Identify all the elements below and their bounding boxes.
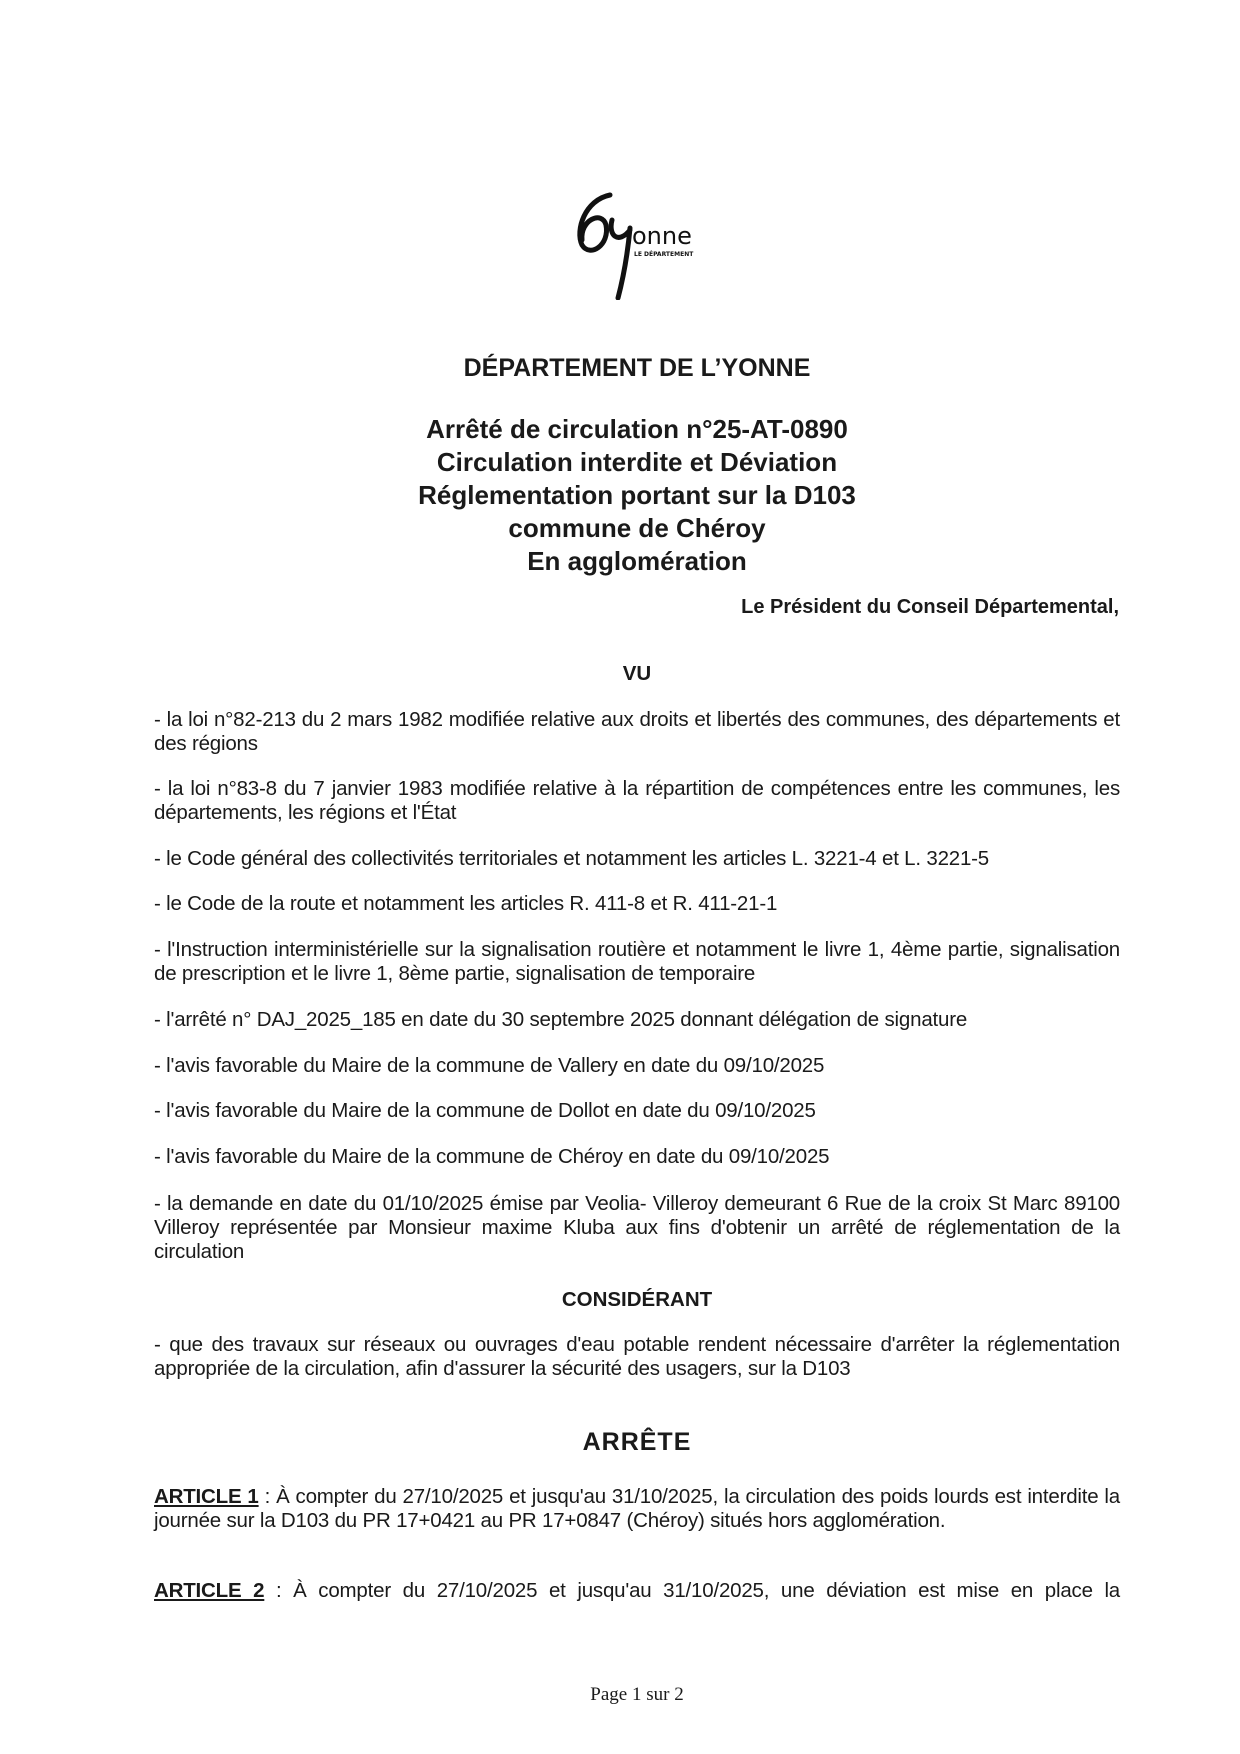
svg-text:onne: onne [632, 222, 692, 250]
article-1 [154, 1485, 1120, 1533]
decree-title [0, 413, 1240, 578]
considerant-heading: CONSIDÉRANT [561, 1288, 713, 1311]
title-line: Réglementation portant sur la D103 [418, 480, 856, 510]
title-line: Circulation interdite et Déviation [436, 447, 838, 477]
vu-heading: VU [622, 662, 652, 685]
title-line: En agglomération [527, 546, 747, 576]
article-label: ARTICLE 1 [154, 1485, 259, 1508]
vu-item: - le Code général des collectivités territoriales et notamment les articles L. 3221-4 et L. 3221-5 [154, 847, 990, 870]
vu-item: - l'arrêté n° DAJ_2025_185 en date du 30 septembre 2025 donnant délégation de signature [154, 1008, 968, 1031]
vu-item: - la loi n°82-213 du 2 mars 1982 modifiée relative aux droits et libertés des communes, des départements et des régions [154, 708, 1120, 755]
vu-item: - l'Instruction interministérielle sur la signalisation routière et notamment le livre 1, 4ème partie, signalisation de prescription et le livre 1, 8ème partie, signalisation de temporaire [154, 938, 1120, 985]
article-text: : À compter du 27/10/2025 et jusqu'au 31/10/2025, une déviation est mise en place la [264, 1579, 1121, 1602]
vu-item: - la loi n°83-8 du 7 janvier 1983 modifiée relative à la répartition de compétences entre les communes, les départements, les régions et l'État [154, 777, 1120, 824]
title-line: commune de Chéroy [508, 513, 766, 543]
department-heading: DÉPARTEMENT DE L’YONNE [463, 354, 811, 382]
vu-item: - l'avis favorable du Maire de la commune de Chéroy en date du 09/10/2025 [154, 1145, 830, 1168]
article-2 [154, 1579, 1120, 1603]
arrete-heading: ARRÊTE [582, 1428, 692, 1456]
considerant-item: - que des travaux sur réseaux ou ouvrages d'eau potable rendent nécessaire d'arrêter la réglementation appropriée de la circulation, afin d'assurer la sécurité des usagers, sur la D103 [154, 1333, 1120, 1380]
vu-item: - l'avis favorable du Maire de la commune de Vallery en date du 09/10/2025 [154, 1054, 825, 1077]
title-line: Arrêté de circulation n°25-AT-0890 [426, 414, 848, 444]
vu-item: - la demande en date du 01/10/2025 émise par Veolia- Villeroy demeurant 6 Rue de la croix St Marc 89100 Villeroy représentée par Monsieur maxime Kluba aux fins d'obtenir un arrêté de réglementation de la circulation [154, 1192, 1120, 1263]
svg-text:LE DÉPARTEMENT: LE DÉPARTEMENT [634, 251, 694, 258]
president-line: Le Président du Conseil Départemental, [741, 596, 1119, 618]
yonne-logo [570, 190, 710, 300]
vu-item: - l'avis favorable du Maire de la commune de Dollot en date du 09/10/2025 [154, 1099, 816, 1122]
article-label: ARTICLE 2 [154, 1579, 265, 1602]
vu-item: - le Code de la route et notamment les articles R. 411-8 et R. 411-21-1 [154, 892, 778, 915]
page-number: Page 1 sur 2 [590, 1684, 684, 1705]
article-text: : À compter du 27/10/2025 et jusqu'au 31/10/2025, la circulation des poids lourds est interdite la journée sur la D103 du PR 17+0421 au PR 17+0847 (Chéroy) situés hors agglomération. [154, 1485, 1120, 1532]
